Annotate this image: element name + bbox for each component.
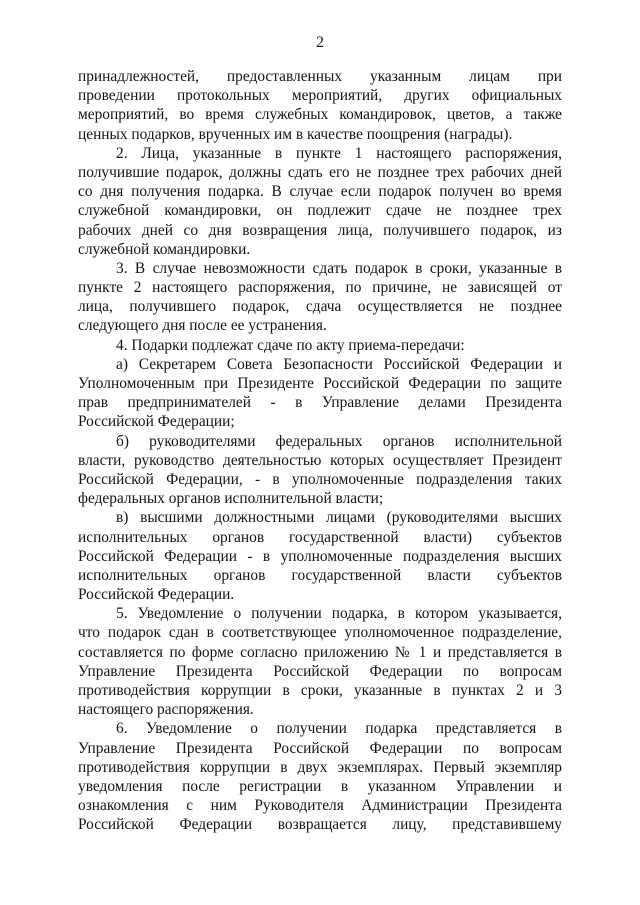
text-line: Российской Федерации возвращается лицу, представившему — [78, 816, 562, 834]
text-line: федеральных органов исполнительной власти; — [78, 490, 384, 508]
text-line: принадлежностей, предоставленных указанным лицам при — [78, 68, 562, 85]
text-line: 4. Подарки подлежат сдаче по акту приема-передачи: — [116, 336, 465, 354]
text-line: 3. В случае невозможности сдать подарок в сроки, указанные в — [116, 259, 562, 277]
text-line: противодействия коррупции в сроки, указанные в пунктах 2 и 3 — [78, 682, 562, 699]
text-line: б) руководителями федеральных органов исполнительной — [116, 432, 562, 450]
text-line: прав предпринимателей - в Управление делами Президента — [78, 394, 562, 412]
text-line: 6. Уведомление о получении подарка представляется в — [116, 720, 562, 738]
text-line: 5. Уведомление о получении подарка, в котором указывается, — [116, 605, 562, 623]
page-number: 2 — [316, 34, 324, 51]
text-line: ознакомления с ним Руководителя Администрации Президента — [78, 797, 562, 815]
text-line: ценных подарков, врученных им в качестве поощрения (награды). — [78, 125, 513, 143]
text-line: а) Секретарем Совета Безопасности Российской Федерации и — [116, 355, 562, 373]
text-line: служебной командировки, он подлежит сдаче не позднее трех — [78, 202, 562, 220]
text-line: Уполномоченным при Президенте Российской Федерации по защите — [78, 375, 562, 392]
text-line: что подарок сдан в соответствующее уполномоченное подразделение, — [78, 624, 562, 642]
text-line: служебной командировки. — [78, 240, 251, 258]
text-line: власти, руководство деятельностью которых осуществляет Президент — [78, 451, 562, 469]
text-line: исполнительных органов государственной власти субъектов — [78, 566, 562, 584]
text-line: Российской Федерации. — [78, 586, 235, 604]
text-line: Российской Федерации; — [78, 413, 235, 431]
text-line: получившие подарок, должны сдать его не позднее трех рабочих дней — [78, 163, 562, 181]
text-line: со дня получения подарка. В случае если подарок получен во время — [78, 183, 562, 201]
text-line: настоящего распоряжения. — [78, 701, 254, 719]
text-line: следующего дня после ее устранения. — [78, 317, 327, 335]
text-line: уведомления после регистрации в указанном Управлении и — [78, 777, 562, 795]
text-line: мероприятий, во время служебных командировок, цветов, а также — [78, 106, 562, 124]
text-line: лица, получившего подарок, сдача осуществляется не позднее — [78, 298, 562, 316]
text-line: Российской Федерации - в уполномоченные подразделения высших — [78, 547, 562, 565]
text-line: Управление Президента Российской Федерации по вопросам — [78, 662, 562, 680]
text-line: проведении протокольных мероприятий, других официальных — [78, 87, 562, 105]
document-body — [78, 67, 562, 835]
text-line: Управление Президента Российской Федерации по вопросам — [78, 739, 562, 757]
text-line: пункте 2 настоящего распоряжения, по причине, не зависящей от — [78, 279, 562, 297]
text-line: Российской Федерации, - в уполномоченные подразделения таких — [78, 470, 562, 488]
text-line: исполнительных органов государственной власти) субъектов — [78, 528, 562, 546]
text-line: в) высшими должностными лицами (руководителями высших — [116, 509, 562, 527]
text-line: рабочих дней со дня возвращения лица, получившего подарок, из — [78, 221, 562, 239]
text-line: составляется по форме согласно приложению № 1 и представляется в — [78, 643, 562, 661]
text-line: 2. Лица, указанные в пункте 1 настоящего распоряжения, — [116, 144, 562, 162]
text-line: противодействия коррупции в двух экземплярах. Первый экземпляр — [78, 758, 562, 776]
